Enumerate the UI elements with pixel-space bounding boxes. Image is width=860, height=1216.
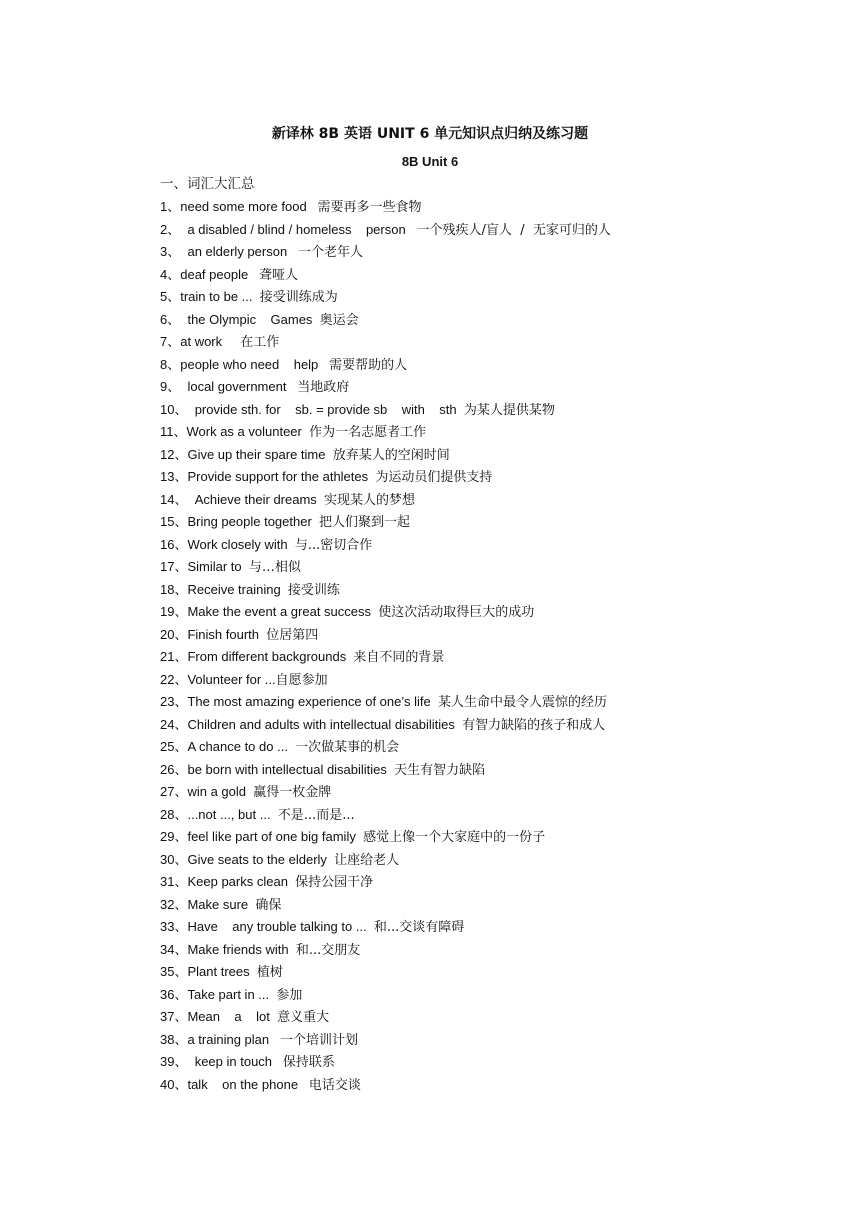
- item-number: 26、: [160, 761, 188, 777]
- english-phrase: provide sth. for sb. = provide sb with sth: [187, 401, 464, 417]
- chinese-meaning: 和...交朋友: [295, 942, 361, 958]
- chinese-meaning: 一个培训计划: [279, 1032, 358, 1048]
- chinese-meaning: 作为一名志愿者工作: [309, 425, 427, 440]
- vocabulary-item: [160, 309, 760, 332]
- english-phrase: Give seats to the elderly: [187, 851, 335, 867]
- chinese-meaning: 在工作: [240, 335, 280, 350]
- english-phrase: Provide support for the athletes: [187, 469, 376, 484]
- chinese-meaning: 天生有智力缺陷: [394, 762, 486, 778]
- vocabulary-item: [160, 601, 760, 624]
- chinese-meaning: 确保: [255, 897, 282, 913]
- vocabulary-item: [160, 534, 760, 557]
- chinese-meaning: 植树: [256, 965, 283, 980]
- item-number: 6、: [160, 311, 181, 327]
- vocabulary-item: [160, 669, 760, 692]
- vocabulary-item: [160, 849, 760, 872]
- vocabulary-item: [160, 1051, 760, 1074]
- chinese-meaning: 把人们聚到一起: [319, 515, 411, 530]
- chinese-meaning: 需要再多一些食物: [317, 200, 422, 215]
- vocabulary-item: [160, 894, 760, 917]
- english-phrase: a disabled / blind / homeless person: [180, 221, 417, 237]
- vocabulary-item: [160, 489, 760, 512]
- english-phrase: an elderly person: [180, 244, 299, 259]
- item-number: 37、: [160, 1009, 188, 1024]
- chinese-meaning: 需要帮助的人: [329, 357, 408, 373]
- vocabulary-item: [160, 1006, 760, 1029]
- chinese-meaning: 有智力缺陷的孩子和成人: [462, 717, 606, 733]
- item-number: 30、: [160, 851, 188, 867]
- chinese-meaning: 放弃某人的空闲时间: [332, 447, 450, 463]
- item-number: 11、: [160, 424, 187, 439]
- item-number: 29、: [160, 829, 188, 844]
- english-phrase: A chance to do ...: [187, 739, 296, 754]
- item-number: 7、: [160, 334, 181, 349]
- vocabulary-item: [160, 939, 760, 962]
- vocabulary-item: [160, 1074, 760, 1097]
- item-number: 2、: [160, 221, 181, 237]
- english-phrase: win a gold: [187, 784, 254, 799]
- chinese-meaning: 一次做某事的机会: [295, 740, 400, 755]
- chinese-meaning: 保持公园干净: [295, 875, 374, 890]
- item-number: 40、: [160, 1076, 188, 1092]
- item-number: 1、: [160, 199, 181, 214]
- section-heading: 一、词汇大汇总: [160, 176, 255, 192]
- english-phrase: local government: [180, 379, 298, 394]
- item-number: 15、: [160, 514, 188, 529]
- english-phrase: a training plan: [187, 1031, 280, 1047]
- english-phrase: deaf people: [180, 266, 260, 282]
- english-phrase: need some more food: [180, 199, 318, 214]
- vocabulary-item: [160, 376, 760, 399]
- english-phrase: From different backgrounds: [187, 649, 354, 664]
- english-phrase: Bring people together: [187, 514, 320, 529]
- item-number: 34、: [160, 941, 188, 957]
- english-phrase: Make friends with: [187, 941, 296, 957]
- vocabulary-item: [160, 691, 760, 714]
- english-phrase: Plant trees: [187, 964, 257, 979]
- vocabulary-item: [160, 646, 760, 669]
- english-phrase: ...not ..., but ...: [187, 806, 278, 822]
- vocabulary-item: [160, 826, 760, 849]
- chinese-meaning: 为运动员们提供支持: [375, 470, 493, 485]
- item-number: 14、: [160, 491, 188, 507]
- english-phrase: Mean a lot: [187, 1009, 278, 1024]
- vocabulary-item: [160, 1029, 760, 1052]
- chinese-meaning: 位居第四: [266, 627, 319, 643]
- chinese-meaning: 和...交谈有障碍: [373, 920, 465, 935]
- english-phrase: at work: [180, 334, 241, 349]
- english-phrase: Receive training: [187, 581, 288, 597]
- vocabulary-list: [160, 196, 760, 1096]
- item-number: 10、: [160, 401, 188, 417]
- chinese-meaning: 参加: [276, 987, 303, 1003]
- vocabulary-item: [160, 714, 760, 737]
- item-number: 28、: [160, 806, 188, 822]
- english-phrase: people who need help: [180, 356, 330, 372]
- vocabulary-item: [160, 219, 760, 242]
- item-number: 21、: [160, 649, 188, 664]
- chinese-meaning: 与...密切合作: [294, 537, 373, 553]
- vocabulary-item: [160, 579, 760, 602]
- item-number: 25、: [160, 739, 188, 754]
- item-number: 36、: [160, 986, 188, 1002]
- item-number: 3、: [160, 244, 181, 259]
- chinese-meaning: 接受训练成为: [259, 290, 338, 305]
- english-phrase: talk on the phone: [187, 1076, 309, 1092]
- item-number: 24、: [160, 716, 188, 732]
- english-phrase: keep in touch: [187, 1054, 283, 1069]
- vocabulary-item: [160, 331, 760, 354]
- chinese-meaning: 不是...而是...: [277, 807, 355, 823]
- document-subtitle: 8B Unit 6: [401, 154, 459, 169]
- item-number: 18、: [160, 581, 188, 597]
- vocabulary-item: [160, 241, 760, 264]
- item-number: 32、: [160, 896, 188, 912]
- vocabulary-item: [160, 286, 760, 309]
- item-number: 38、: [160, 1031, 188, 1047]
- item-number: 23、: [160, 694, 188, 709]
- vocabulary-item: [160, 984, 760, 1007]
- vocabulary-item: [160, 444, 760, 467]
- english-phrase: Make sure: [187, 896, 256, 912]
- chinese-meaning: 一个残疾人/盲人 / 无家可归的人: [416, 222, 611, 238]
- item-number: 12、: [160, 446, 188, 462]
- chinese-meaning: 使这次活动取得巨大的成功: [378, 605, 535, 620]
- item-number: 20、: [160, 626, 188, 642]
- chinese-meaning: 接受训练: [287, 582, 340, 598]
- english-phrase: The most amazing experience of one’s life: [187, 694, 438, 709]
- item-number: 35、: [160, 964, 188, 979]
- english-phrase: be born with intellectual disabilities: [187, 761, 395, 777]
- english-phrase: Finish fourth: [187, 626, 267, 642]
- vocabulary-item: [160, 399, 760, 422]
- english-phrase: feel like part of one big family: [187, 829, 364, 844]
- english-phrase: Children and adults with intellectual disabilities: [187, 716, 463, 732]
- vocabulary-item: [160, 466, 760, 489]
- english-phrase: Take part in ...: [187, 986, 277, 1002]
- chinese-meaning: 实现某人的梦想: [324, 492, 416, 508]
- vocabulary-item: [160, 961, 760, 984]
- chinese-meaning: 自愿参加: [275, 672, 328, 688]
- english-phrase: Volunteer for ...: [187, 671, 276, 687]
- item-number: 8、: [160, 356, 181, 372]
- chinese-meaning: 某人生命中最令人震惊的经历: [437, 695, 607, 710]
- item-number: 19、: [160, 604, 188, 619]
- chinese-meaning: 当地政府: [297, 380, 350, 395]
- vocabulary-item: [160, 354, 760, 377]
- chinese-meaning: 与…相似: [248, 560, 301, 575]
- chinese-meaning: 让座给老人: [334, 852, 400, 868]
- item-number: 16、: [160, 536, 188, 552]
- item-number: 27、: [160, 784, 188, 799]
- item-number: 5、: [160, 289, 181, 304]
- item-number: 4、: [160, 266, 181, 282]
- vocabulary-item: [160, 871, 760, 894]
- chinese-meaning: 奥运会: [319, 312, 359, 328]
- chinese-meaning: 为某人提供某物: [463, 402, 555, 418]
- chinese-meaning: 赢得一枚金牌: [253, 785, 332, 800]
- vocabulary-item: [160, 421, 760, 444]
- chinese-meaning: 保持联系: [282, 1055, 335, 1070]
- english-phrase: Give up their spare time: [187, 446, 333, 462]
- english-phrase: Work as a volunteer: [186, 424, 310, 439]
- vocabulary-item: [160, 781, 760, 804]
- vocabulary-item: [160, 624, 760, 647]
- vocabulary-item: [160, 511, 760, 534]
- english-phrase: Keep parks clean: [187, 874, 296, 889]
- item-number: 9、: [160, 379, 181, 394]
- chinese-meaning: 电话交谈: [308, 1077, 361, 1093]
- vocabulary-item: [160, 264, 760, 287]
- vocabulary-item: [160, 804, 760, 827]
- item-number: 22、: [160, 671, 188, 687]
- chinese-meaning: 一个老年人: [298, 245, 364, 260]
- vocabulary-item: [160, 196, 760, 219]
- item-number: 39、: [160, 1054, 188, 1069]
- english-phrase: Similar to: [187, 559, 249, 574]
- english-phrase: train to be ...: [180, 289, 260, 304]
- chinese-meaning: 来自不同的背景: [353, 650, 445, 665]
- vocabulary-item: [160, 916, 760, 939]
- document-title: 新译林 8B 英语 UNIT 6 单元知识点归纳及练习题: [271, 126, 589, 142]
- vocabulary-item: [160, 759, 760, 782]
- english-phrase: Make the event a great success: [187, 604, 379, 619]
- chinese-meaning: 聋哑人: [259, 267, 299, 283]
- english-phrase: Work closely with: [187, 536, 295, 552]
- item-number: 33、: [160, 919, 188, 934]
- vocabulary-item: [160, 556, 760, 579]
- english-phrase: Achieve their dreams: [187, 491, 325, 507]
- english-phrase: the Olympic Games: [180, 311, 320, 327]
- item-number: 17、: [160, 559, 188, 574]
- english-phrase: Have any trouble talking to ...: [187, 919, 374, 934]
- chinese-meaning: 感觉上像一个大家庭中的一份子: [363, 830, 546, 845]
- item-number: 13、: [160, 469, 188, 484]
- vocabulary-item: [160, 736, 760, 759]
- item-number: 31、: [160, 874, 188, 889]
- chinese-meaning: 意义重大: [277, 1010, 330, 1025]
